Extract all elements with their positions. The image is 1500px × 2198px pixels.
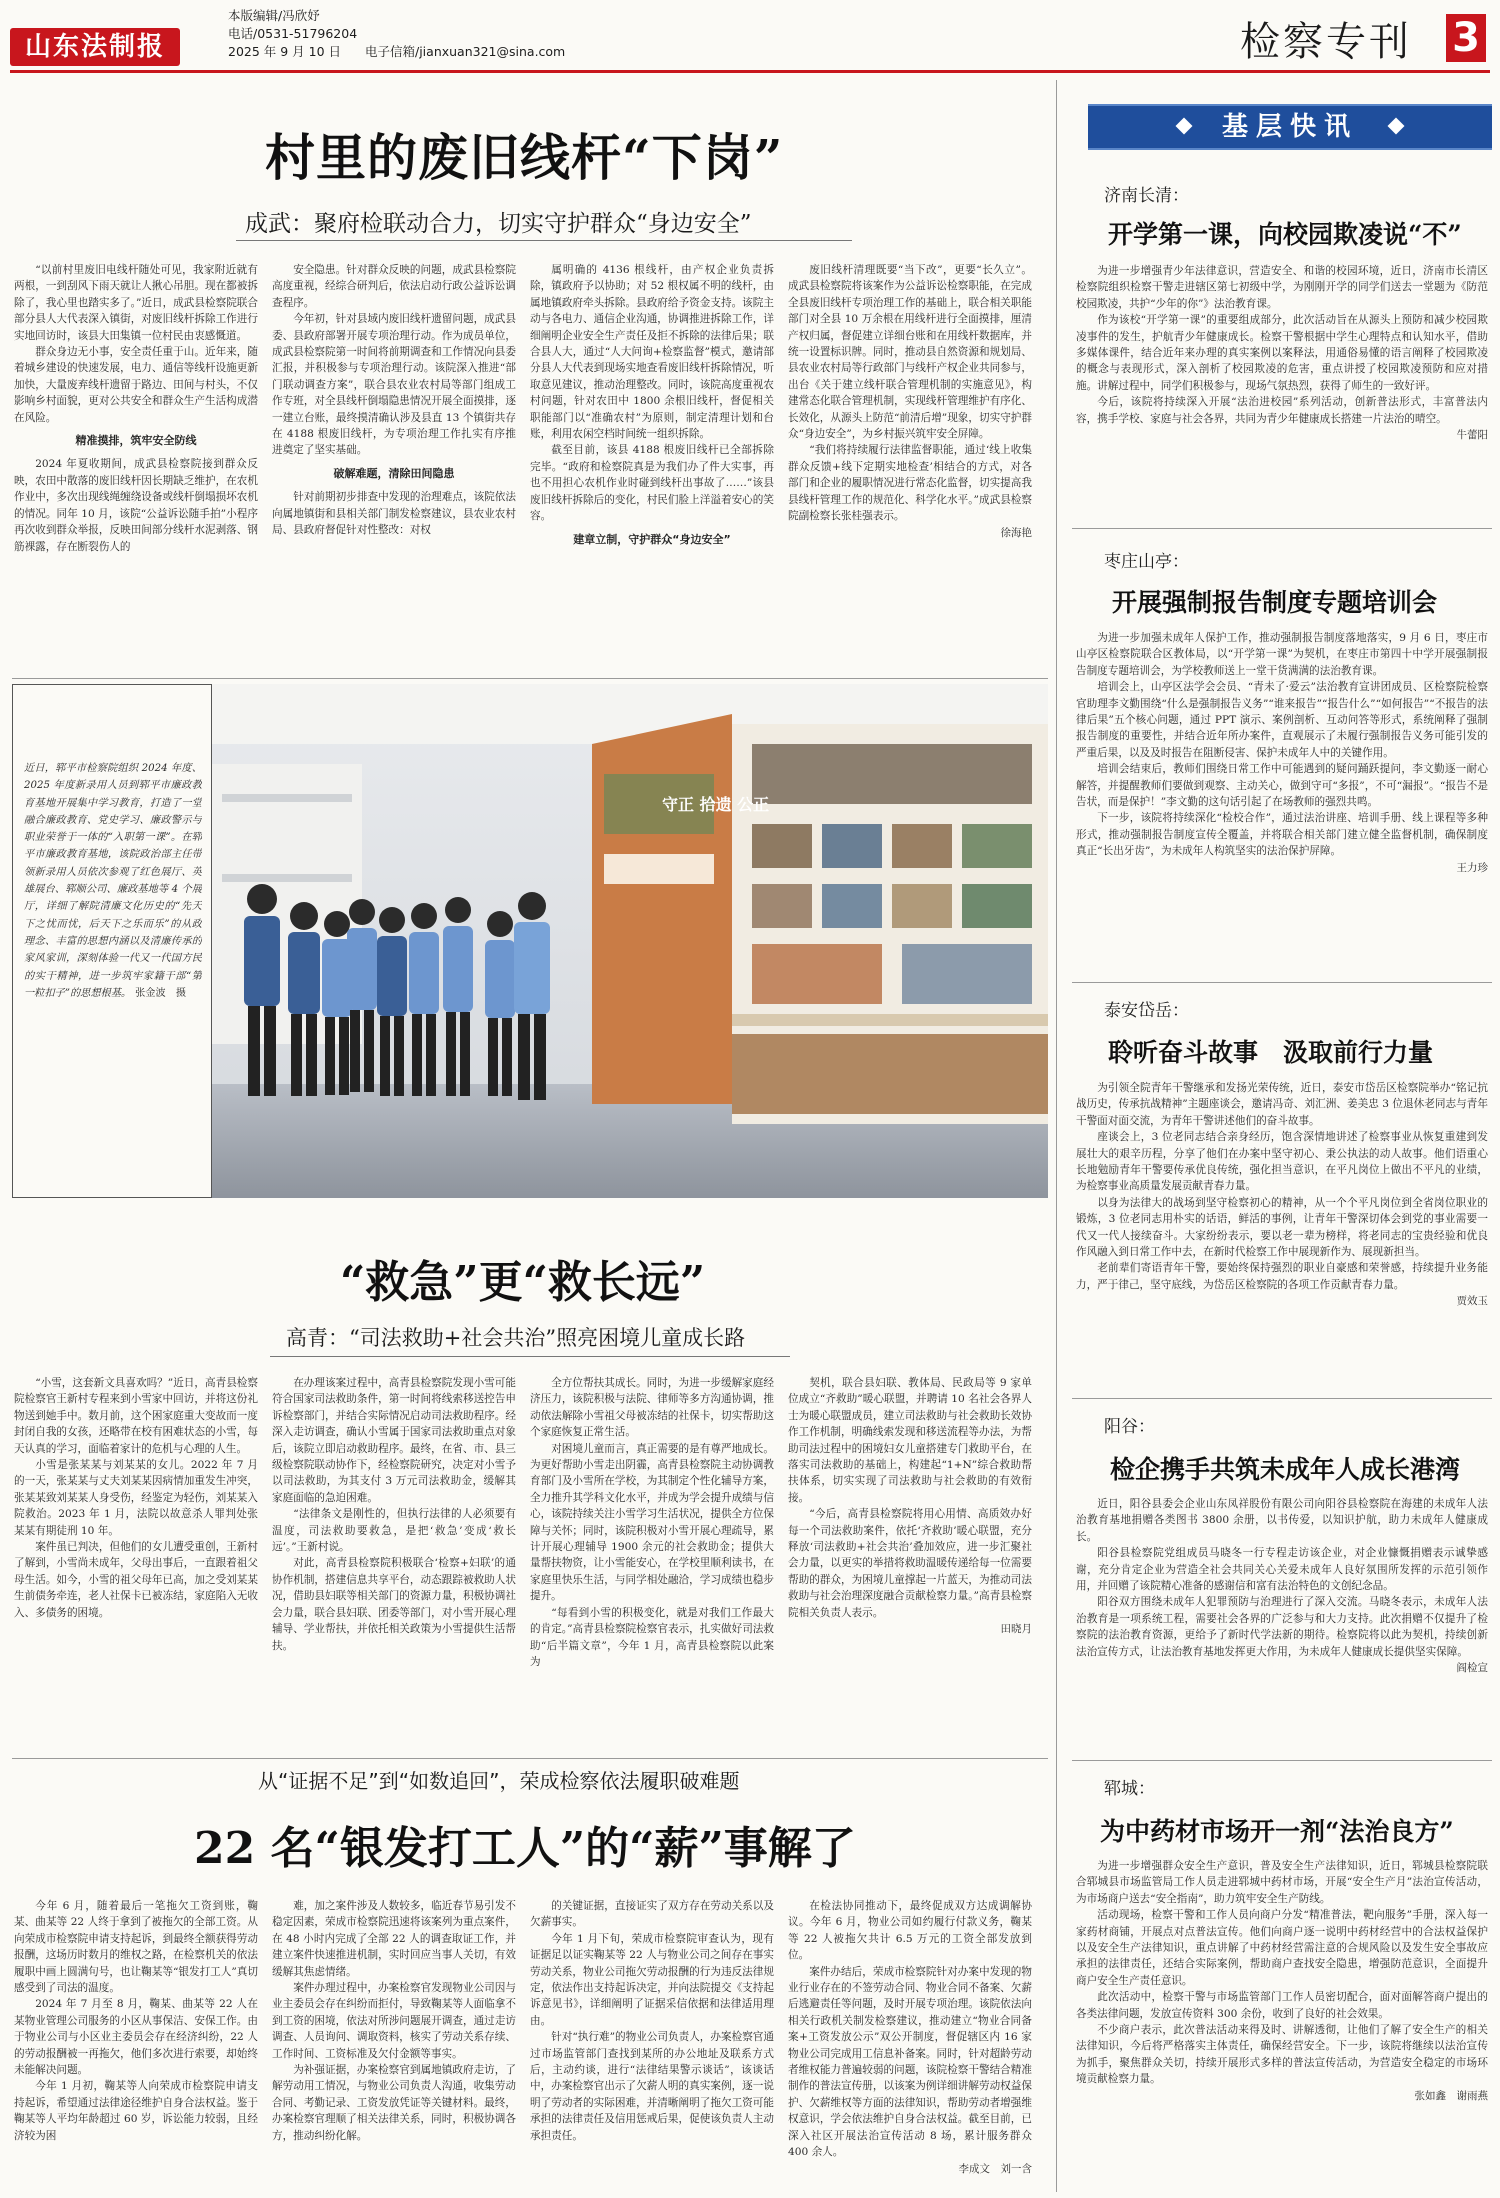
article1-subhead: 建章立制，守护群众“身边安全” — [573, 532, 731, 546]
sidebar-item-title: 聆听奋斗故事 汲取前行力量 — [1108, 1038, 1434, 1067]
sidebar-item-para: 培训会结束后，教师们围绕日常工作中可能遇到的疑问踊跃提问，李文勤逐一耐心解答，并提醒教师们要做到观察、主动关心，做到守可“多报”，不可“漏报”。“报告不是告状，而是保护！”李文勤的这句话引起了在场教师的强烈共鸣。 — [1076, 763, 1488, 809]
article1-col2-para: 针对前期初步排查中发现的治理难点，该院依法向属地镇街和县相关部门制发检察建议，县农业农村局、县政府督促针对性整改：对权 — [272, 491, 516, 537]
article2-col3-para: 全方位帮扶其成长。同时，为进一步缓解家庭经济压力，该院积极与法院、律师等多方沟通协调，推动依法解除小雪祖父母被冻结的社保卡，切实帮助这个家庭恢复正常生活。 — [530, 1377, 774, 1439]
sidebar-item-title: 为中药材市场开一剂“法治良方” — [1100, 1817, 1454, 1846]
sidebar-item-para: 座谈会上，3 位老同志结合亲身经历，饱含深情地讲述了检察事业从恢复重建到发展壮大的艰辛历程，分享了他们在办案中坚守初心、秉公执法的动人故事。他们语重心长地勉励青年干警要传承优良传统，强化担当意识，在平凡岗位上做出不平凡的业绩，为检察事业高质量发展贡献青春力量。 — [1076, 1131, 1488, 1193]
article3-author: 李成文 刘一含 — [958, 2162, 1032, 2175]
masthead-rule — [10, 70, 1490, 73]
sidebar-item-para: 为进一步增强青少年法律意识，营造安全、和谐的校园环境，近日，济南市长清区检察院组织检察干警走进辖区第七初级中学，为刚刚开学的同学们送去一堂题为《防范校园欺凌，共护“少年的你”》法治教育课。 — [1076, 265, 1488, 310]
sidebar-item-body — [1076, 1496, 1488, 1766]
article2-col2 — [272, 1375, 516, 1753]
sidebar-item-title: 检企携手共筑未成年人成长港湾 — [1110, 1455, 1461, 1484]
article2-title: “救急”更“救长远” — [340, 1257, 706, 1308]
sidebar-item-para: 以身为法律大的战场到坚守检察初心的精神，从一个个平凡岗位到全省岗位职业的锻炼，3 位老同志用朴实的话语，鲜活的事例，让青年干警深切体会到党的事业需要一代又一代人接续奋斗。大家纷纷表示，要以老一辈为榜样，将老同志的宝贵经验和优良作风融入到日常工作中去，在新时代检察工作中展现新作为、展现新担当。 — [1076, 1196, 1488, 1259]
article1-col2 — [272, 262, 516, 672]
article2-col4-para: “今后，高青县检察院将用心用情、高质效办好每一个司法救助案件，依托‘齐救助’暖心联盟，充分释放‘司法救助+社会共治’叠加效应，进一步汇聚社会力量，以更实的举措将救助温暖传递给每一位需要帮助的群众，为困境儿童撑起一片蓝天，为推动司法救助与社会治理深度融合贡献检察力量。”高青县检察院相关负责人表示。 — [788, 1508, 1032, 1619]
sidebar-item-body — [1076, 1858, 1488, 2193]
article1-col3 — [530, 262, 774, 672]
article2-subtitle-rule — [270, 1356, 790, 1357]
article3-col4-para: 在检法协同推动下，最终促成双方达成调解协议。今年 6 月，物业公司如约履行付款义务，鞠某等 22 人被拖欠共计 6.5 万元的工资全部发放到位。 — [788, 1900, 1032, 1962]
sidebar-item-rule — [1072, 982, 1492, 983]
article3-col2-para: 难，加之案件涉及人数较多，临近春节易引发不稳定因素，荣成市检察院迅速将该案列为重点案件，在 48 小时内完成了全部 22 人的调查取证工作，并建立案件快速推进机制，实时回应当事人关切，有效缓解其焦虑情绪。 — [272, 1900, 516, 1978]
sidebar-item-location: 阳谷： — [1104, 1417, 1155, 1437]
photo-caption-text: 近日，郓平市检察院组织 2024 年度、2025 年度新录用人员到郓平市廉政教育基地开展集中学习教育，打造了一堂融合廉政教育、党史学习、廉政警示与职业荣誉于一体的“入职第一课”。在郓平市廉政教育基地，该院政治部主任带领新录用人员依次参观了红色展厅、英雄展台、郓顺公司、廉政基地等 4 个展厅，详细了解院清廉文化历史的“先天下之忧而忧，后天下之乐而乐”的从政理念、丰富的思想内涵以及清廉传承的家风家训，深刻体验一代又一代国方民的实干精神，进一步筑牢家籍干部“第一粒扣子”的思想根基。 — [24, 763, 202, 999]
article2-col4-para: 契机，联合县妇联、教体局、民政局等 9 家单位成立“齐救助”暖心联盟，并聘请 10 名社会各界人士为暖心联盟成员，建立司法救助与社会救助长效协作工作机制，明确线索发现和移送流程等办法，为帮助司法过程中的困境妇女儿童搭建专门救助平台，在落实司法救助的基础上，构建起“1+N”综合救助帮扶体系，切实实现了司法救助与社会救助的有效衔接。 — [788, 1377, 1032, 1504]
sidebar-item-para: 活动现场，检察干警和工作人员向商户分发“精准普法，靶向服务”手册，深入每一家药材商铺，开展点对点普法宣传。他们向商户逐一说明中药材经营中的合法权益保护以及安全生产法律知识，重点讲解了中药材经营需注意的合规风险以及发生安全事故应承担的法律责任，还结合实际案例，帮助商户查找安全隐患，增强防范意识，全面提升商户安全生产责任意识。 — [1076, 1909, 1488, 1987]
article2-col2-para: “法律条文是刚性的，但执行法律的人必须要有温度，司法救助要救急，是把‘救急’变成‘救长远’。”王新村说。 — [272, 1508, 516, 1554]
sidebar-item-para: 作为该校“开学第一课”的重要组成部分，此次活动旨在从源头上预防和减少校园欺凌事件的发生，护航青少年健康成长。检察干警根据中学生心理特点和认知水平，借助多媒体课件，结合近年来办理的真实案例以案释法，用通俗易懂的语言阐释了校园欺凌的概念与表现形式，深入剖析了校园欺凌的危害，重点讲授了校园欺凌预防和应对措施。讲解过程中，同学们积极参与，现场气氛热烈，获得了师生的一致好评。 — [1076, 314, 1488, 392]
article1-col4 — [788, 262, 1032, 672]
article1-subhead: 破解难题，清除田间隐患 — [333, 466, 455, 480]
masthead-email: 电子信箱/jianxuan321@sina.com — [365, 44, 566, 59]
article3-title: 22 名“银发打工人”的“薪”事解了 — [194, 1823, 856, 1874]
article2-author: 田晓月 — [1000, 1623, 1032, 1636]
sidebar-item-author: 贾效玉 — [1456, 1295, 1488, 1308]
article1-col2-para: 安全隐患。针对群众反映的问题，成武县检察院高度重视，经综合研判后，依法启动行政公益诉讼调查程序。 — [272, 264, 516, 309]
section-name: 检察专刊 — [1240, 19, 1412, 65]
article3-col1-para: 今年 6 月，随着最后一笔拖欠工资到账，鞠某、曲某等 22 人终于拿到了被拖欠的全部工资。从向荣成市检察院申请支持起诉，到最终全额获得劳动报酬，这场历时数月的维权之路，在检察机关的依法履职中画上圆满句号，也让鞠某等“银发打工人”真切感受到了司法的温度。 — [14, 1900, 258, 1995]
article2-col1-para: 小雪是张某某与刘某某的女儿。2022 年 7 月的一天，张某某与丈夫刘某某因病情加重发生冲突，张某某致刘某某人身受伤，经鉴定为轻伤，刘某某入院救治。2023 年 1 月，法院以故意杀人罪判处张某某有期徒刑 10 年。 — [14, 1459, 258, 1537]
article2-col1-para: 案件虽已判决，但他们的女儿遭受重创，王新村了解到，小雪尚未成年，父母出事后，一直跟着祖父母生活。如今，小雪的祖父母年已高，加之受刘某某生前债务牵连，老人社保卡已被冻结，家庭陷入无收入、多债务的困境。 — [14, 1541, 258, 1619]
article1-col1-para: 2024 年夏收期间，成武县检察院接到群众反映，农田中散落的废旧线杆因长期缺乏维护，在农机作业中，多次出现线绳缠绕设备或线杆倒塌损坏农机的情况。同年 10 月，该院“公益诉讼随手拍”小程序再次收到群众举报，反映田间部分线杆水泥剥落、钢筋裸露，存在断裂伤人的 — [14, 458, 258, 553]
article2-col3-para: 对困境儿童而言，真正需要的是有尊严地成长。为更好帮助小雪走出阴霾，高青县检察院主动协调教育部门及小雪所在学校，为其制定个性化辅导方案，全力推升其学科文化水平，并成为学会提升成绩与信心，该院持续关注小雪学习生活状况，提供全方位保障与关怀；同时，该院积极对小雪开展心理疏导，累计开展心理辅导 1900 余元的社会救助金；提供大量帮扶物资，让小雪能安心，在学校里顺利读书，在家庭里快乐生活，与同学相处融洽，学习成绩也稳步提升。 — [530, 1442, 774, 1603]
masthead-logo-text: 山东法制报 — [24, 32, 165, 62]
article3-col1-para: 2024 年 7 月至 8 月，鞠某、曲某等 22 人在某物业管理公司服务的小区从事保洁、安保工作。由于物业公司与小区业主委员会存在经济纠纷，22 人的劳动报酬被一再拖欠，他们多次进行索要，却始终未能解决问题。 — [14, 1998, 258, 2077]
sidebar-item-rule — [1072, 1398, 1492, 1399]
sidebar-divider — [1056, 80, 1057, 2192]
article3-col2 — [272, 1898, 516, 2193]
article2-col3 — [530, 1375, 774, 1753]
masthead — [0, 0, 1500, 72]
article1-bottom-rule — [12, 678, 1048, 679]
article1-col2-para: 今年初，针对县域内废旧线杆遗留问题，成武县委、县政府部署开展专项治理行动。作为成员单位，成武县检察院第一时间将前期调查和工作情况向县委汇报，并积极参与专项治理行动。该院深入推进“部门联动调查方案”，联合县农业农村局等部门组成工作专班，对全县线杆倒塌隐患情况开展全面摸排，逐一建立台账，最终摸清确认涉及县直 13 个镇街共存在 4188 根废旧线杆，为专项治理工作扎实有序推进奠定了坚实基础。 — [272, 313, 516, 457]
sidebar-item-para: 老前辈们寄语青年干警，要始终保持强烈的职业自豪感和荣誉感，持续提升业务能力，严于律己，坚守底线，为岱岳区检察院的各项工作贡献青春力量。 — [1076, 1262, 1488, 1291]
article3-col3-para: 今年 1 月下旬，荣成市检察院审查认为，现有证据足以证实鞠某等 22 人与物业公司之间存在事实劳动关系，物业公司拖欠劳动报酬的行为违反法律规定，依法作出支持起诉决定，并向法院提交《支持起诉意见书》，详细阐明了证据采信依据和法律适用理由。 — [530, 1932, 774, 2027]
sidebar-item-para: 此次活动中，检察干警与市场监管部门工作人员密切配合，面对面解答商户提出的各类法律问题，发放宣传资料 300 余份，收到了良好的社会效果。 — [1076, 1991, 1488, 2020]
photo-caption — [24, 760, 202, 1190]
article1-col4-para: “我们将持续履行法律监督职能，通过‘线上收集群众反馈+线下定期实地检查’相结合的方式，对各部门和企业的履职情况进行常态化监督，切实提高我县线杆管理工作的规范化、科学化水平。”成武县检察院副检察长张桂强表示。 — [788, 444, 1032, 523]
article3-col1 — [14, 1898, 258, 2193]
article1-col4-para: 废旧线杆清理既要“当下改”，更要“长久立”。成武县检察院将该案作为公益诉讼检察职能，在完成全县废旧线杆专项治理工作的基础上，联合相关职能部门对全县 10 万余根在用线杆进行全面摸排，厘清产权归属，督促建立详细台账和在用线杆数据库，并统一设置标识牌。同时，推动县自然资源和规划局、县农业农村局等行政部门与线杆产权企业共同参与，出台《关于建立线杆联合管理机制的实施意见》，构建常态化联合管理机制，实现线杆管理维护有序化、长效化，从源头上防范“前清后增”现象，切实守护群众“身边安全”，为乡村振兴筑牢安全屏障。 — [788, 264, 1032, 441]
sidebar-item-body — [1076, 630, 1488, 972]
article1-subhead: 精准摸排，筑牢安全防线 — [75, 434, 197, 448]
sidebar-item-location: 郓城： — [1104, 1779, 1155, 1799]
sidebar-item-title: 开展强制报告制度专题培训会 — [1112, 588, 1438, 617]
article1-col3-para: 截至目前，该县 4188 根废旧线杆已全部拆除完毕。“政府和检察院真是为我们办了件大实事，再也不用担心农机作业时碰到线杆出事故了……”该县废旧线杆拆除后的变化，村民们脸上洋溢着安心的笑容。 — [530, 444, 774, 523]
sidebar-item-location: 枣庄山亭： — [1104, 552, 1189, 572]
article2-col1 — [14, 1375, 258, 1753]
article1-subtitle: 成武：聚府检联动合力，切实守护群众“身边安全” — [245, 211, 752, 237]
article3-kicker: 从“证据不足”到“如数追回”，荣成检察依法履职破难题 — [258, 1769, 740, 1793]
article1-col1-para: 群众身边无小事，安全责任重于山。近年来，随着城乡建设的快速发展，电力、通信等线杆设施更新加快，大量废弃线杆遗留于路边、田间与村头，不仅影响乡村面貌，更对公共安全和群众生产生活构成潜在风险。 — [14, 346, 258, 424]
article2-col3-para: “每看到小雪的积极变化，就是对我们工作最大的肯定。”高青县检察院检察官表示，扎实做好司法救助“后半篇文章”，今年 1 月，高青县检察院以此案为 — [530, 1606, 774, 1668]
sidebar-item-author: 王力珍 — [1456, 861, 1488, 874]
article3-col4 — [788, 1898, 1032, 2193]
sidebar-item-para: 阳谷县检察院党组成员马晓冬一行专程走访该企业，对企业慷慨捐赠表示诚挚感谢，充分肯定企业为营造全社会共同关心关爱未成年人良好氛围所发挥的示范引领作用，并回赠了该院精心准备的感谢信和富有法治特色的文创纪念品。 — [1076, 1547, 1488, 1593]
sidebar-item-para: 为进一步加强未成年人保护工作，推动强制报告制度落地落实，9 月 6 日，枣庄市山亭区检察院联合区教体局，以“开学第一课”为契机，在枣庄市第四十中学开展强制报告制度专题培训会，为学校教师送上一堂干货满满的法治教育课。 — [1076, 632, 1488, 677]
page-number: 3 — [1452, 15, 1480, 61]
sidebar-item-body — [1076, 1080, 1488, 1388]
sidebar-item-para: 阳谷双方围绕未成年人犯罪预防与治理进行了深入交流。马晓冬表示，未成年人法治教育是一项系统工程，需要社会各界的广泛参与和大力支持。此次捐赠不仅提升了检察院的法治教育资源，更给予了新时代学法新的期待。检察院将以此为契机，持续创新法治宣传方式，让法治教育基地发挥更大作用，为未成年人健康成长提供坚实保障。 — [1076, 1596, 1488, 1658]
article3-col2-para: 案件办理过程中，办案检察官发现物业公司因与业主委员会存在纠纷而拒付，导致鞠某等人面临拿不到工资的困境，依法对所涉问题展开调查，通过走访调查、人员询问、调取资料，核实了劳动关系存续、工作时间、工资标准及欠付金额等事实。 — [272, 1982, 516, 2060]
article2-subtitle: 高青：“司法救助+社会共治”照亮困境儿童成长路 — [286, 1326, 746, 1350]
article2-col1-para: “小雪，这套新文具喜欢吗？”近日，高青县检察院检察官王新村专程来到小雪家中回访，并将这份礼物送到她手中。数月前，这个困家庭重大变故而一度封闭自我的女孩，还略带在校有困难状态的小雪，每天认真的学习，面临着家计的危机与心理的人生。 — [14, 1377, 258, 1455]
article1-author: 徐海艳 — [1000, 526, 1032, 539]
group-photo-illustration — [212, 684, 1048, 1198]
article2-col2-para: 对此，高青县检察院积极联合‘检察+妇联’的通协作机制，搭建信息共享平台，动态跟踪被救助人状况，借助县妇联等相关部门的资源力量，积极协调社会力量，联合县妇联、团委等部门，对小雪开展心理辅导、学业帮扶，并依托相关政策为小雪提供生活帮扶。 — [272, 1557, 516, 1652]
article3-col4-para: 案件办结后，荣成市检察院针对办案中发现的物业行业存在的不签劳动合同、物业合同不备案、欠薪后逃避责任等问题，及时开展专项治理。该院依法向相关行政机关制发检察建议，推动建立“物业合同备案+工资发放公示”双公开制度，督促辖区内 16 家物业公司完成用工信息补备案。同时，针对超龄劳动者维权能力普遍较弱的问题，该院检察干警结合精准制作的普法宣传册，以该案为例详细讲解劳动权益保护、欠薪维权等方面的法律知识，帮助劳动者增强维权意识，学会依法维护自身合法权益。截至目前，已深入社区开展法治宣传活动 8 场，累计服务群众 400 余人。 — [788, 1965, 1032, 2159]
sidebar-item-author: 张如鑫 谢雨燕 — [1414, 2089, 1488, 2102]
article3-col2-para: 为补强证据，办案检察官到属地镇政府走访，了解劳动用工情况，与物业公司负责人沟通，收集劳动合同、考勤记录、工资发放凭证等关键材料。最终，办案检察官理顺了相关法律关系，同时，积极协调各方，推动纠纷化解。 — [272, 2064, 516, 2142]
sidebar-item-location: 泰安岱岳： — [1104, 1001, 1189, 1021]
sidebar-item-author: 牛蕾阳 — [1456, 429, 1488, 442]
article2-bottom-rule — [12, 1758, 1048, 1759]
sidebar-item-rule — [1072, 1760, 1492, 1761]
article2-col2-para: 在办理该案过程中，高青县检察院发现小雪可能符合国家司法救助条件，第一时间将线索移送控告申诉检察部门，并结合实际情况启动司法救助程序。经深入走访调查，确认小雪属于国家司法救助重点对象后，该院立即启动救助程序。最终，在省、市、县三级检察院联动协作下，经检察院研究，决定对小雪予以司法救助，为其支付 3 万元司法救助金，缓解其家庭面临的急迫困难。 — [272, 1377, 516, 1504]
article1-col1 — [14, 262, 258, 672]
sidebar-item-para: 培训会上，山亭区法学会会员、“青未了·爱云”法治教育宣讲团成员、区检察院检察官助理李文勤围绕“什么是强制报告义务”“谁来报告”“报告什么”“如何报告”“不报告的法律后果”五个核心问题，通过 PPT 演示、案例剖析、互动问答等形式，系统阐释了强制报告制度的重要性，并结合近年所办案件，直观展示了未履行强制报告义务可能引发的严重后果，以及及时报告在阻断侵害、保护未成年人中的关键作用。 — [1076, 681, 1488, 759]
sidebar-header-title: 基层快讯 — [1221, 112, 1358, 142]
photo-credit: 张金波 摄 — [135, 987, 187, 999]
sidebar-item-para: 下一步，该院将持续深化“检校合作”，通过法治讲座、培训手册、线上课程等多种形式，推动强制报告制度宣传全覆盖，并将联合相关部门建立健全监督机制，确保制度真正“长出牙齿”，为未成年人构筑坚实的法治保护屏障。 — [1076, 812, 1488, 858]
sidebar-item-para: 为进一步增强群众安全生产意识，普及安全生产法律知识，近日，郓城县检察院联合郓城县市场监管局工作人员走进郓城中药材市场，开展“安全生产月”法治宣传活动，为市场商户送去“安全指南”，助力筑牢安全生产防线。 — [1076, 1860, 1488, 1905]
masthead-editor: 本版编辑/冯欣妤 — [228, 8, 320, 23]
masthead-phone: 电话/0531-51796204 — [228, 26, 358, 41]
article3-col3-para: 的关键证据，直接证实了双方存在劳动关系以及欠薪事实。 — [530, 1900, 774, 1929]
sidebar-item-para: 今后，该院将持续深入开展“法治进校园”系列活动，创新普法形式，丰富普法内容，携手学校、家庭与社会各界，共同为青少年健康成长搭建一片法治的晴空。 — [1076, 396, 1488, 425]
masthead-date: 2025 年 9 月 10 日 — [228, 44, 342, 59]
article1-col1-para: “以前村里废旧电线杆随处可见，我家附近就有两根，一到刮风下雨天就让人揪心吊胆。现在都被拆除了，我心里也踏实多了。”近日，成武县检察院联合部分县人大代表深入镇街，对废旧线杆拆除工作进行实地回访时，该县大田集镇一位村民由衷感慨道。 — [14, 264, 258, 342]
sidebar-item-para: 不少商户表示，此次普法活动来得及时、讲解透彻，让他们了解了安全生产的相关法律知识，今后将严格落实主体责任，确保经营安全。下一步，该院将继续以法治宣传为抓手，聚焦群众关切，持续开展形式多样的普法宣传活动，为营造安全稳定的市场环境贡献检察力量。 — [1076, 2024, 1488, 2086]
article1-title: 村里的废旧线杆“下岗” — [265, 128, 784, 187]
article1-subtitle-rule — [236, 240, 852, 241]
article3-col1-para: 今年 1 月初，鞠某等人向荣成市检察院申请支持起诉，希望通过法律途径维护自身合法权益。鉴于鞠某等人平均年龄超过 60 岁，诉讼能力较弱，且经济较为困 — [14, 2080, 258, 2142]
sidebar-item-para: 为引领全院青年干警继承和发扬光荣传统，近日，泰安市岱岳区检察院举办“铭记抗战历史，传承抗战精神”主题座谈会，邀请冯奇、刘汇洲、姜美忠 3 位退休老同志与青年干警面对面交流，为青年干警讲述他们的奋斗故事。 — [1076, 1082, 1488, 1127]
article3-col3-para: 针对“执行难”的物业公司负责人，办案检察官通过市场监管部门查找到某所的办公地址及联系方式后，主动约谈，进行“法律结果警示谈话”，该谈话中，办案检察官出示了欠薪人明的真实案例，逐一说明了劳动者的实际困难，并清晰阐明了拖欠工资可能承担的法律责任及信用惩戒后果，促使该负责人主动承担责任。 — [530, 2031, 774, 2142]
sidebar-item-author: 阎检宣 — [1456, 1662, 1488, 1675]
sidebar-item-location: 济南长清： — [1104, 186, 1189, 206]
article3-col3 — [530, 1898, 774, 2193]
sidebar-item-para: 近日，阳谷县委会企业山东凤祥股份有限公司向阳谷县检察院在海建的未成年人法治教育基地捐赠各类图书 3800 余册，以书传爱，以知识护航，助力未成年人健康成长。 — [1076, 1498, 1488, 1543]
photo-sign: 守正 拾遗 公正 — [662, 795, 770, 814]
sidebar-item-title: 开学第一课，向校园欺凌说“不” — [1108, 220, 1462, 249]
article2-col4 — [788, 1375, 1032, 1753]
group-photo — [212, 684, 1048, 1198]
sidebar-item-body — [1076, 263, 1488, 513]
sidebar-item-rule — [1072, 528, 1492, 529]
article1-col3-para: 属明确的 4136 根线杆，由产权企业负责拆除，镇政府予以协助；对 52 根权属不明的线杆，由属地镇政府牵头拆除。县政府给予资金支持。该院主动与各电力、通信企业沟通，协调推进拆除工作，详细阐明企业安全生产责任及拒不拆除的法律后果；联合县人大，通过“人大问询+检察监督”模式，邀请部分县人大代表到现场实地查看废旧线杆拆除情况，听取意见建议，推动治理整改。同时，该院高度重视农村问题，针对农田中 1800 余根旧线杆，督促相关职能部门以“准确农村”为原则，制定清理计划和台账，利用农闲空档时间统一组织拆除。 — [530, 264, 774, 441]
